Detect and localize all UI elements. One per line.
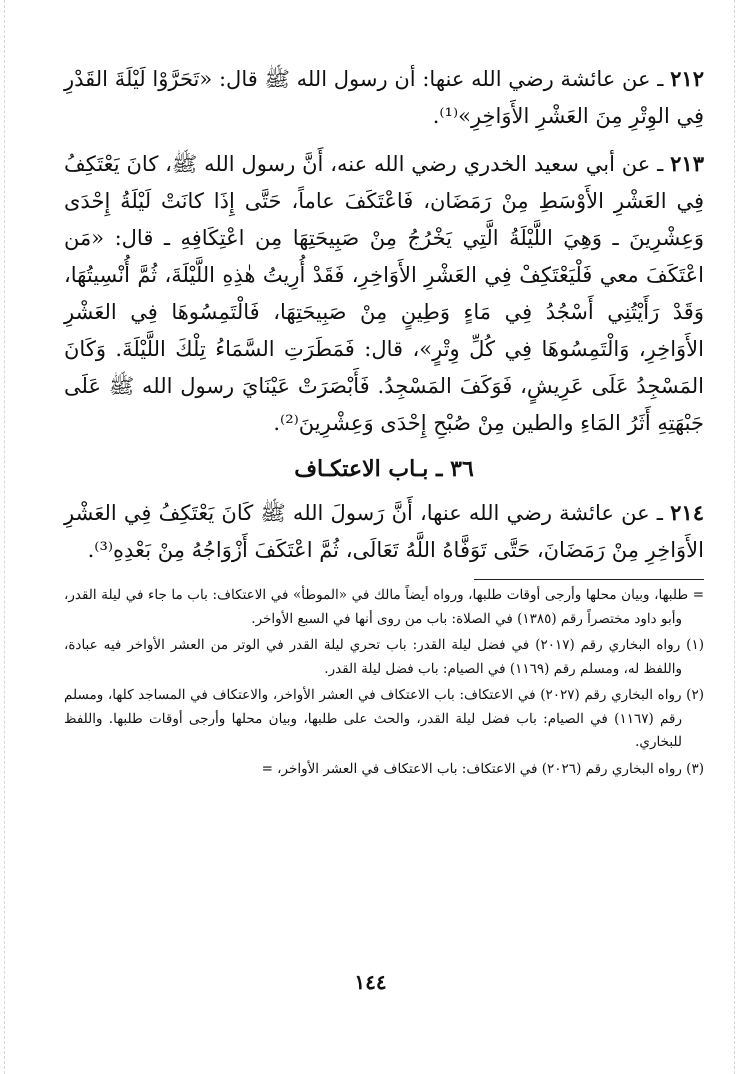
page-body	[64, 60, 704, 784]
footnote-marker: (٢)	[686, 687, 704, 703]
hadith-number: ٢١٢	[670, 66, 704, 91]
footnote-continued	[64, 584, 704, 631]
footnote-1	[64, 634, 704, 681]
footnote-2	[64, 684, 704, 755]
chapter-title: ٣٦ ـ بـاب الاعتكـاف	[294, 456, 474, 482]
footnote-separator	[474, 579, 704, 580]
footnote-text: رواه البخاري رقم (٢٠٢٧) في الاعتكاف: باب الاعتكاف في العشر الأواخر، والاعتكاف في المساجد كلها، ومسلم رقم (١١٦٧) في الصيام: باب فضل ليلة القدر، والحث على طلبها، وبيان محلها وأرجى أوقات طلبها. واللفظ للبخاري.	[64, 687, 683, 750]
hadith-number: ٢١٣	[670, 151, 704, 176]
hadith-number: ٢١٤	[670, 500, 704, 525]
hadith-214	[64, 494, 704, 569]
footnote-marker: (٣)	[686, 760, 704, 777]
footnotes	[64, 584, 704, 781]
scan-margin-line-right	[734, 0, 735, 1074]
hadith-text: ـ عن عائشة رضي الله عنها: أن رسول الله ﷺ قال: «تَحَرَّوْا لَيْلَةَ القَدْرِ فِي الوِتْرِ مِنَ العَشْرِ الأَوَاخِرِ»⁽¹⁾.	[64, 67, 704, 128]
hadith-text: ـ عن عائشة رضي الله عنها، أَنَّ رَسولَ الله ﷺ كَانَ يَعْتَكِفُ فِي العَشْرِ الأَوَاخِرِ مِنْ رَمَضَانَ، حَتَّى تَوَفَّاهُ اللَّهُ تَعَالَى، ثُمَّ اعْتَكَفَ أَزْوَاجُهُ مِنْ بَعْدِهِ⁽³⁾.	[64, 501, 704, 562]
footnote-marker: (١)	[686, 637, 704, 653]
footnote-marker: =	[692, 587, 705, 603]
page-number: ١٤٤	[354, 970, 387, 994]
scan-margin-line-left	[4, 0, 5, 1074]
footnote-text: رواه البخاري رقم (٢٠١٧) في فضل ليلة القدر: باب تحري ليلة القدر في الوتر من العشر الأواخر فيه عبادة، واللفظ له، ومسلم رقم (١١٦٩) في الصيام: باب فضل ليلة القدر.	[64, 637, 682, 677]
hadith-212	[64, 60, 704, 135]
footnote-3	[64, 758, 704, 782]
hadith-text: ـ عن أبي سعيد الخدري رضي الله عنه، أَنَّ رسول الله ﷺ، كانَ يَعْتَكِفُ فِي العَشْرِ الأَوْسَطِ مِنْ رَمَضَان، فَاعْتَكَفَ عاماً، حَتَّى إِذَا كانَتْ لَيْلَةُ إِحْدَى وَعِشْرِينَ ـ وَهِيَ اللَّيْلَةُ الَّتِي يَخْرُجُ مِنْ صَبِيحَتِهَا مِن اعْتِكَافِهِ ـ قال: «مَن اعْتَكَفَ معي فَلْيَعْتَكِفْ فِي العَشْرِ الأَوَاخِرِ، فَقَدْ أُرِيتُ هٰذِهِ اللَّيْلَةَ، ثُمَّ أُنْسِيتُهَا، وَقَدْ رَأَيْتُنِي أَسْجُدُ فِي مَاءٍ وَطِينٍ مِنْ صَبِيحَتِهَا، فَالْتَمِسُوهَا فِي العَشْرِ الأَوَاخِرِ، وَالْتَمِسُوهَا فِي كُلِّ وِتْرٍ»، قال: فَمَطَرَتِ السَّمَاءُ تِلْكَ اللَّيْلَةَ. وَكَانَ المَسْجِدُ عَلَى عَرِيشٍ، فَوَكَفَ المَسْجِدُ. فَأَبْصَرَتْ عَيْنَايَ رسول الله ﷺ عَلَى جَبْهَتِهِ أَثَرُ المَاءِ والطين مِنْ صُبْحِ إِحْدَى وَعِشْرِينَ⁽²⁾.	[64, 152, 704, 435]
footnote-text: رواه البخاري رقم (٢٠٢٦) في الاعتكاف: باب الاعتكاف في العشر الأواخر، =	[261, 760, 682, 777]
hadith-213	[64, 145, 704, 442]
footnote-text: طلبها، وبيان محلها وأرجى أوقات طلبها، ورواه أيضاً مالك في «الموطأ» في الاعتكاف: باب ما جاء في ليلة القدر، وأبو داود مختصراً رقم (١٣٨٥) في الصلاة: باب من روى أنها في السبع الأواخر.	[64, 587, 689, 627]
